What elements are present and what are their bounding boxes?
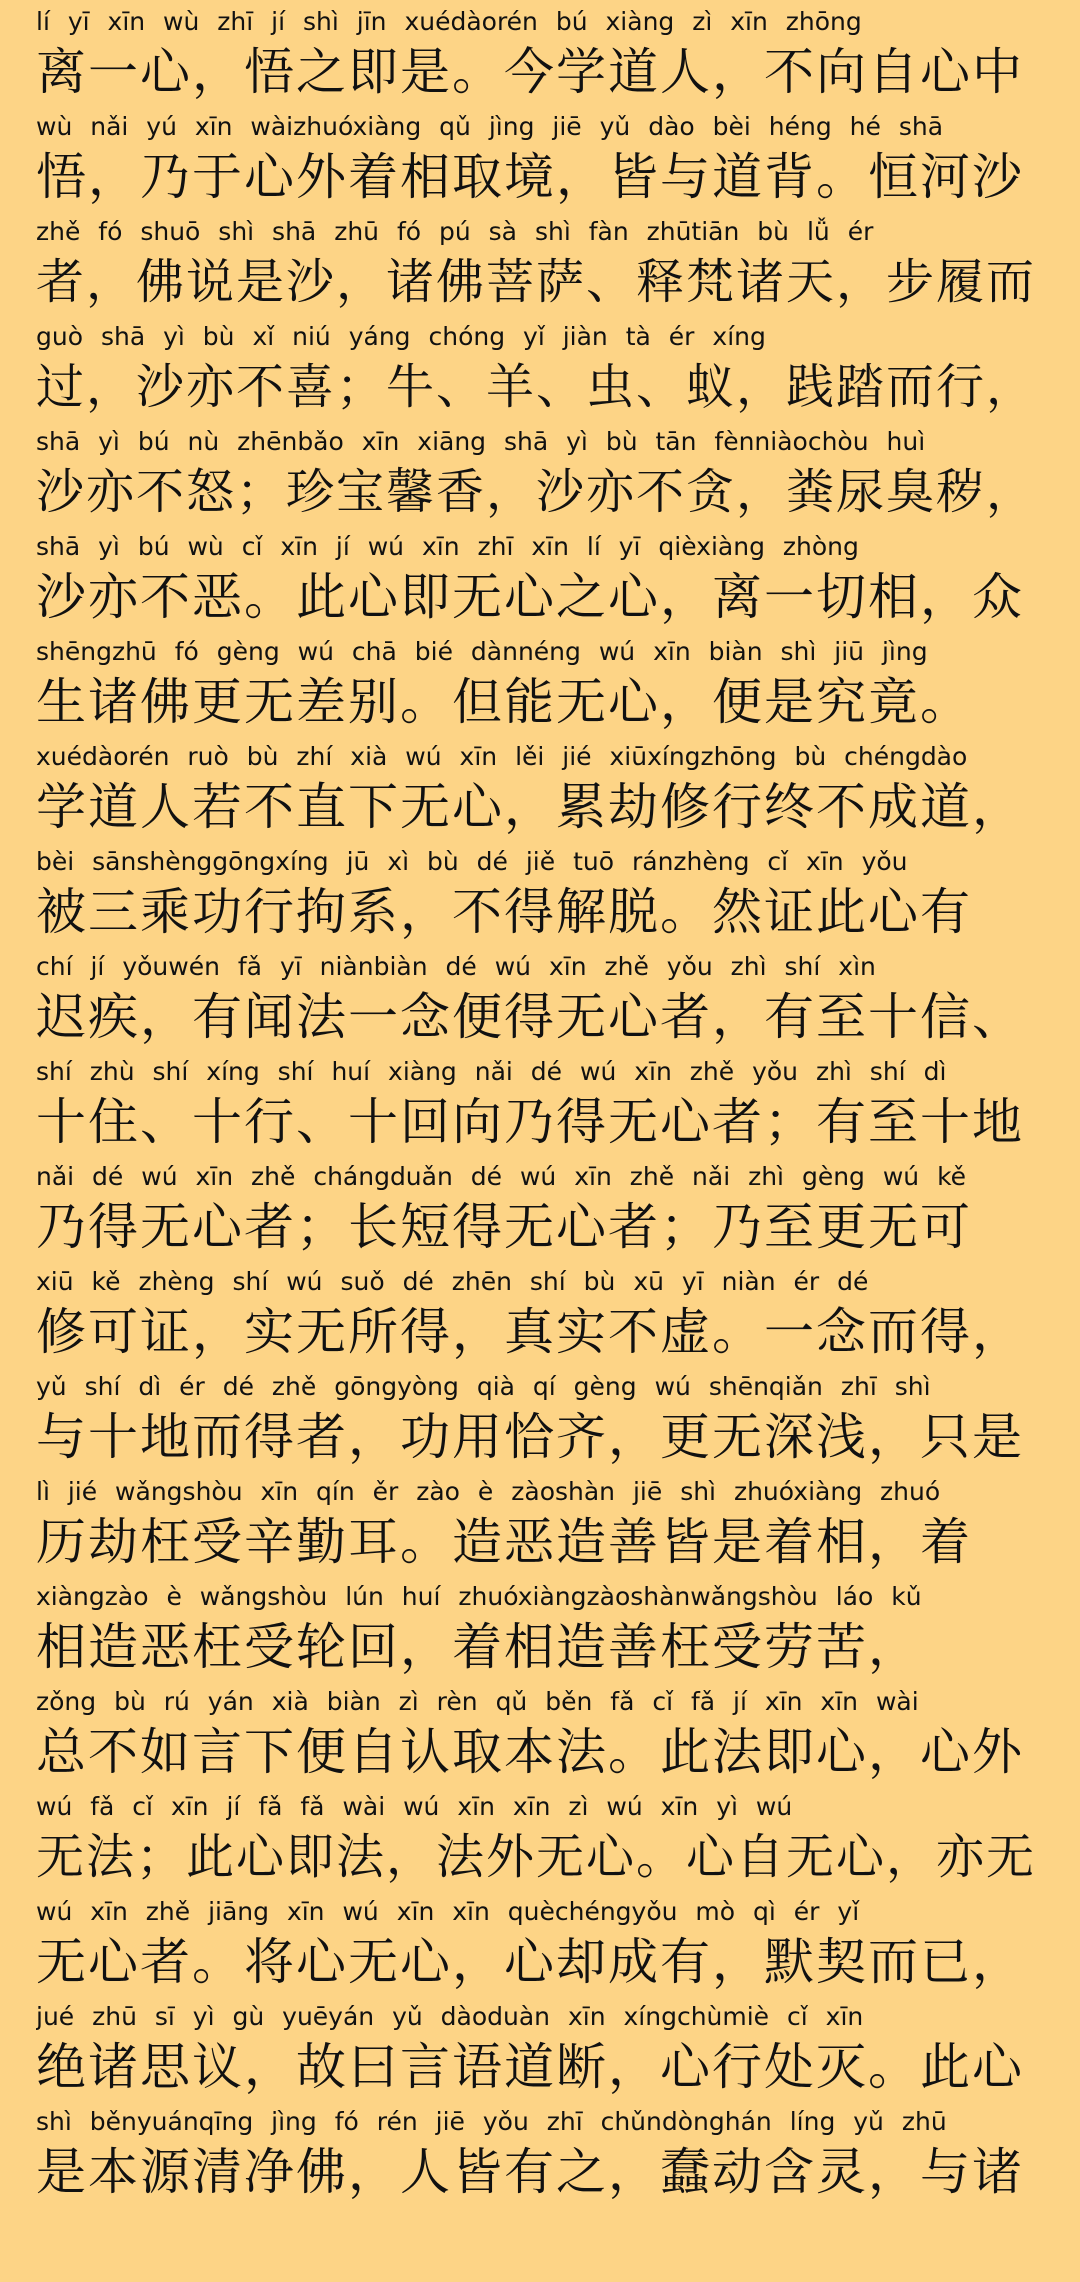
hanzi-line: 无心者。将心无心，心却成有，默契而已， <box>36 1933 1024 1991</box>
text-line <box>0 1260 1080 1365</box>
pinyin-line: shí zhù shí xíng shí huí xiàng nǎi dé wú xīn zhě yǒu zhì shí dì <box>36 1057 947 1086</box>
text-line <box>0 2100 1080 2205</box>
pinyin-line: xuédàorén ruò bù zhí xià wú xīn lěi jié xiūxíngzhōng bù chéngdào <box>36 742 968 771</box>
pinyin-line: yǔ shí dì ér dé zhě gōngyòng qià qí gèng wú shēnqiǎn zhī shì <box>36 1372 931 1401</box>
hanzi-line: 绝诸思议，故曰言语道断，心行处灭。此心 <box>36 2038 1024 2096</box>
hanzi-line: 乃得无心者；长短得无心者；乃至更无可 <box>36 1198 972 1256</box>
pinyin-line: zǒng bù rú yán xià biàn zì rèn qǔ běn fǎ cǐ fǎ jí xīn xīn wài <box>36 1687 919 1716</box>
hanzi-line: 总不如言下便自认取本法。此法即心，心外 <box>36 1723 1024 1781</box>
hanzi-line: 被三乘功行拘系，不得解脱。然证此心有 <box>36 883 972 941</box>
hanzi-line: 学道人若不直下无心，累劫修行终不成道， <box>36 778 1024 836</box>
pinyin-line: xiū kě zhèng shí wú suǒ dé zhēn shí bù xū yī niàn ér dé <box>36 1267 869 1296</box>
pinyin-line: wú fǎ cǐ xīn jí fǎ fǎ wài wú xīn xīn zì wú xīn yì wú <box>36 1792 793 1821</box>
hanzi-line: 沙亦不怒；珍宝馨香，沙亦不贪，粪尿臭秽， <box>36 464 1037 520</box>
pinyin-line: jué zhū sī yì gù yuēyán yǔ dàoduàn xīn xíngchùmiè cǐ xīn <box>36 2002 864 2031</box>
pinyin-line: chí jí yǒuwén fǎ yī niànbiàn dé wú xīn zhě yǒu zhì shí xìn <box>36 952 876 981</box>
hanzi-line: 十住、十行、十回向乃得无心者；有至十地 <box>36 1093 1024 1151</box>
hanzi-line: 生诸佛更无差别。但能无心，便是究竟。 <box>36 673 972 731</box>
text-line <box>0 525 1080 630</box>
text-line <box>0 1575 1080 1680</box>
pinyin-line: wú xīn zhě jiāng xīn wú xīn xīn quèchéngyǒu mò qì ér yǐ <box>36 1897 860 1926</box>
pinyin-line: nǎi dé wú xīn zhě chángduǎn dé wú xīn zhě nǎi zhì gèng wú kě <box>36 1162 967 1191</box>
hanzi-line: 过，沙亦不喜；牛、羊、虫、蚁，践踏而行， <box>36 359 1037 415</box>
hanzi-line: 离一心，悟之即是。今学道人，不向自心中 <box>36 43 1024 101</box>
hanzi-line: 是本源清净佛，人皆有之，蠢动含灵，与诸 <box>36 2143 1024 2201</box>
hanzi-line: 修可证，实无所得，真实不虚。一念而得， <box>36 1303 1024 1361</box>
pinyin-line: shēngzhū fó gèng wú chā bié dànnéng wú xīn biàn shì jiū jìng <box>36 637 928 666</box>
pinyin-line: guò shā yì bù xǐ niú yáng chóng yǐ jiàn tà ér xíng <box>36 322 766 351</box>
text-line <box>0 1785 1080 1890</box>
text-line <box>0 840 1080 945</box>
text-line <box>0 420 1080 525</box>
hanzi-line: 与十地而得者，功用恰齐，更无深浅，只是 <box>36 1408 1024 1466</box>
hanzi-line: 者，佛说是沙，诸佛菩萨、释梵诸天，步履而 <box>36 254 1037 310</box>
text-line <box>0 1365 1080 1470</box>
text-line <box>0 1155 1080 1260</box>
hanzi-line: 历劫枉受辛勤耳。造恶造善皆是着相，着 <box>36 1513 972 1571</box>
pinyin-line: shā yì bú wù cǐ xīn jí wú xīn zhī xīn lí yī qièxiàng zhòng <box>36 532 859 561</box>
text-line <box>0 315 1080 420</box>
text-line <box>0 630 1080 735</box>
pinyin-line: shì běnyuánqīng jìng fó rén jiē yǒu zhī chǔndònghán líng yǔ zhū <box>36 2107 947 2136</box>
text-line <box>0 210 1080 315</box>
hanzi-line: 无法；此心即法，法外无心。心自无心，亦无 <box>36 1829 1037 1885</box>
pinyin-line: xiàngzào è wǎngshòu lún huí zhuóxiàngzàoshànwǎngshòu láo kǔ <box>36 1582 922 1611</box>
text-line <box>0 1470 1080 1575</box>
pinyin-line: zhě fó shuō shì shā zhū fó pú sà shì fàn zhūtiān bù lǚ ér <box>36 217 874 246</box>
text-line <box>0 1995 1080 2100</box>
hanzi-line: 相造恶枉受轮回，着相造善枉受劳苦， <box>36 1618 920 1676</box>
text-line <box>0 0 1080 105</box>
text-line <box>0 1680 1080 1785</box>
pinyin-line: shā yì bú nù zhēnbǎo xīn xiāng shā yì bù tān fènniàochòu huì <box>36 427 926 456</box>
hanzi-line: 迟疾，有闻法一念便得无心者，有至十信、 <box>36 988 1024 1046</box>
text-line <box>0 735 1080 840</box>
pinyin-line: wù nǎi yú xīn wàizhuóxiàng qǔ jìng jiē yǔ dào bèi héng hé shā <box>36 112 944 141</box>
pinyin-line: lì jié wǎngshòu xīn qín ěr zào è zàoshàn jiē shì zhuóxiàng zhuó <box>36 1477 941 1506</box>
text-line <box>0 1890 1080 1995</box>
pinyin-line: bèi sānshènggōngxíng jū xì bù dé jiě tuō ránzhèng cǐ xīn yǒu <box>36 847 908 876</box>
text-line <box>0 945 1080 1050</box>
text-line <box>0 1050 1080 1155</box>
pinyin-line: lí yī xīn wù zhī jí shì jīn xuédàorén bú xiàng zì xīn zhōng <box>36 7 862 36</box>
text-line <box>0 105 1080 210</box>
hanzi-line: 沙亦不恶。此心即无心之心，离一切相，众 <box>36 568 1024 626</box>
hanzi-line: 悟，乃于心外着相取境，皆与道背。恒河沙 <box>36 148 1024 206</box>
